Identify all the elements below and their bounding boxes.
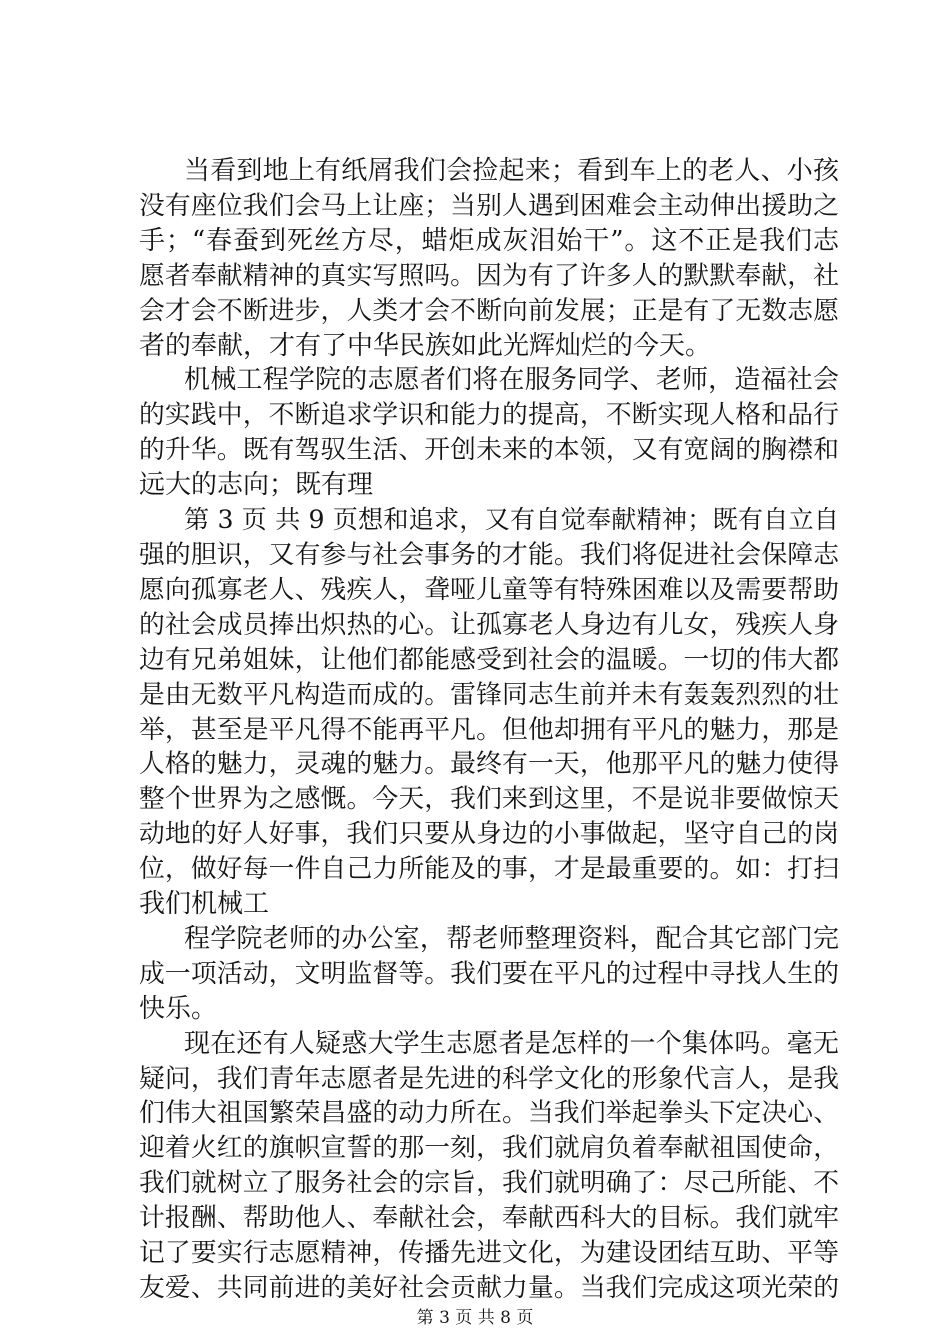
text-line: 友爱、共同前进的美好社会贡献力量。当我们完成这项光荣的 bbox=[139, 1273, 839, 1303]
text-line: 远大的志向；既有理 bbox=[139, 470, 374, 501]
text-line: 计报酬、帮助他人、奉献社会，奉献西科大的目标。我们就牢 bbox=[139, 1203, 839, 1234]
text-line: 快乐。 bbox=[139, 993, 218, 1024]
text-line: 成一项活动，文明监督等。我们要在平凡的过程中寻找人生的 bbox=[139, 958, 839, 989]
text-line: 当看到地上有纸屑我们会捡起来；看到车上的老人、小孩 bbox=[184, 156, 839, 186]
text-line: 机械工程学院的志愿者们将在服务同学、老师，造福社会 bbox=[184, 365, 839, 396]
text-line: 举，甚至是平凡得不能再平凡。但他却拥有平凡的魅力，那是 bbox=[139, 714, 839, 745]
text-line: 会才会不断进步，人类才会不断向前发展；正是有了无数志愿 bbox=[139, 295, 839, 326]
text-line: 迎着火红的旗帜宣誓的那一刻，我们就肩负着奉献祖国使命， bbox=[139, 1133, 839, 1164]
text-line: 疑问，我们青年志愿者是先进的科学文化的形象代言人，是我 bbox=[139, 1063, 839, 1094]
text-line: 我们机械工 bbox=[139, 889, 270, 920]
page-footer: 第 3 页 共 8 页 bbox=[416, 1308, 534, 1328]
text-line: 位，做好每一件自己力所能及的事，才是最重要的。如：打扫 bbox=[139, 854, 839, 885]
text-line: 没有座位我们会马上让座；当别人遇到困难会主动伸出援助之 bbox=[139, 190, 839, 221]
text-line: 的升华。既有驾驭生活、开创未来的本领，又有宽阔的胸襟和 bbox=[139, 435, 839, 466]
text-line: 动地的好人好事，我们只要从身边的小事做起，坚守自己的岗 bbox=[139, 819, 839, 850]
text-line: 手；“春蚕到死丝方尽，蜡炬成灰泪始干”。这不正是我们志 bbox=[139, 225, 839, 256]
text-line: 整个世界为之感慨。今天，我们来到这里，不是说非要做惊天 bbox=[139, 784, 839, 815]
text-line: 第 3 页 共 9 页想和追求，又有自觉奉献精神；既有自立自 bbox=[184, 505, 839, 535]
text-line: 者的奉献，才有了中华民族如此光辉灿烂的今天。 bbox=[139, 330, 712, 361]
text-line: 是由无数平凡构造而成的。雷锋同志生前并未有轰轰烈烈的壮 bbox=[139, 679, 839, 710]
text-line: 的实践中，不断追求学识和能力的提高，不断实现人格和品行 bbox=[139, 400, 839, 431]
text-line: 人格的魅力，灵魂的魅力。最终有一天，他那平凡的魅力使得 bbox=[139, 749, 839, 780]
text-line: 强的胆识，又有参与社会事务的才能。我们将促进社会保障志 bbox=[139, 539, 839, 570]
text-line: 记了要实行志愿精神，传播先进文化，为建设团结互助、平等 bbox=[139, 1238, 839, 1269]
text-line: 们伟大祖国繁荣昌盛的动力所在。当我们举起拳头下定决心、 bbox=[139, 1098, 839, 1129]
text-line: 愿向孤寡老人、残疾人，聋哑儿童等有特殊困难以及需要帮助 bbox=[139, 574, 839, 605]
text-line: 我们就树立了服务社会的宗旨，我们就明确了：尽己所能、不 bbox=[139, 1168, 839, 1199]
text-line: 现在还有人疑惑大学生志愿者是怎样的一个集体吗。毫无 bbox=[184, 1028, 839, 1059]
text-line: 边有兄弟姐妹，让他们都能感受到社会的温暖。一切的伟大都 bbox=[139, 644, 839, 675]
text-line: 愿者奉献精神的真实写照吗。因为有了许多人的默默奉献，社 bbox=[139, 260, 839, 291]
text-line: 程学院老师的办公室，帮老师整理资料，配合其它部门完 bbox=[184, 923, 839, 954]
text-line: 的社会成员捧出炽热的心。让孤寡老人身边有儿女，残疾人身 bbox=[139, 609, 839, 640]
document-body bbox=[139, 154, 839, 1306]
